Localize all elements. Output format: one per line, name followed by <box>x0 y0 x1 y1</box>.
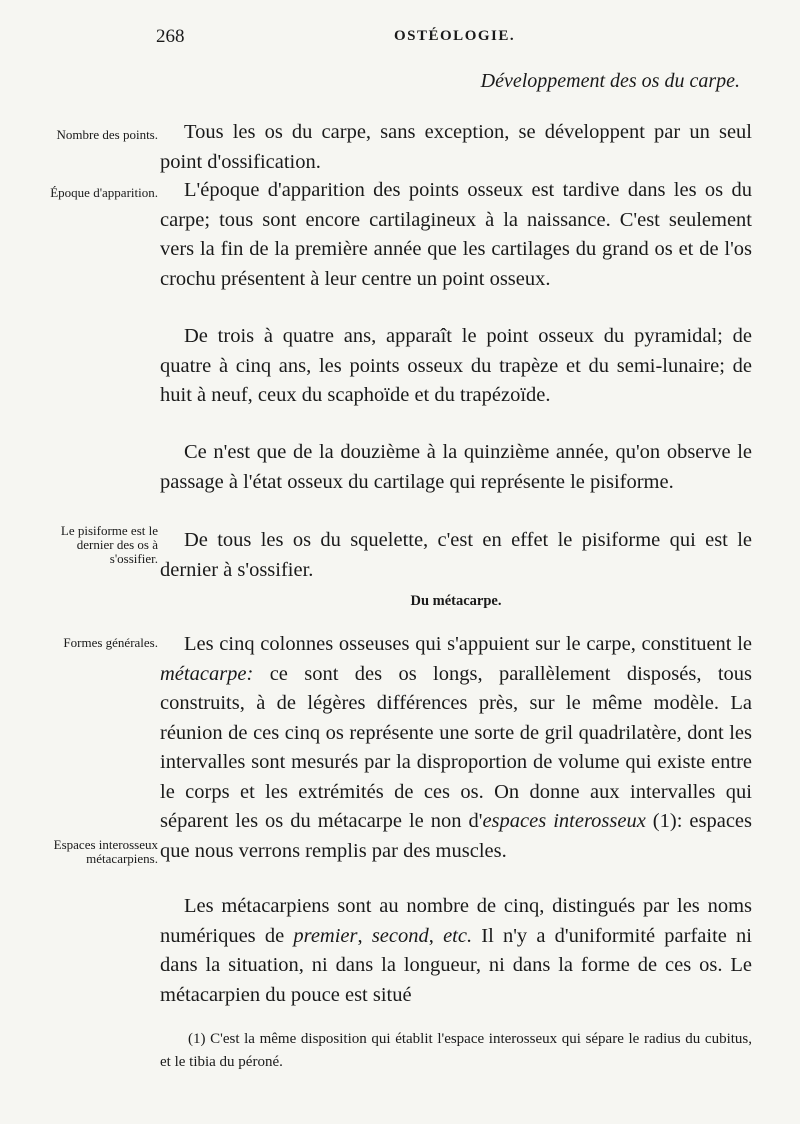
margin-note-epoque: Époque d'apparition. <box>50 185 158 200</box>
text-run: (1): espaces que nous verrons remplis par des muscles. <box>160 810 752 862</box>
margin-note-formes: Formes générales. <box>63 635 158 650</box>
subheading-metacarpe: Du métacarpe. <box>410 593 502 609</box>
text-run: ce sont des os longs, parallèlement disposés, tous construits, à de légères différences près, sur le même modèle. La réunion de ces cinq os représente une sorte de gril quadrilatère, dont les intervalles sont mesurés par la disproportion de volume qui existe entre le corps et les extrémités de ces os. On donne aux intervalles qui séparent les os du métacarpe le non d' <box>160 662 752 832</box>
text-run: , <box>428 924 444 947</box>
term-etc: etc. <box>443 924 473 947</box>
paragraph-nombre-metacarpiens <box>160 892 752 1010</box>
running-title: OSTÉOLOGIE. <box>394 28 516 44</box>
footnote: (1) C'est la même disposition qui établit l'espace interosseux qui sépare le radius du cubitus, et le tibia du péroné. <box>160 1031 752 1070</box>
paragraph-trois-ans: De trois à quatre ans, apparaît le point osseux du pyramidal; de quatre à cinq ans, les points osseux du trapèze et du semi-lunaire; de huit à neuf, ceux du scaphoïde et du trapézoïde. <box>160 325 752 406</box>
paragraph-nombre: Tous les os du carpe, sans exception, se développent par un seul point d'ossification. <box>160 121 752 173</box>
text-run: , <box>357 924 372 947</box>
term-premier: premier <box>293 924 358 947</box>
paragraph-douzieme: Ce n'est que de la douzième à la quinzième année, qu'on observe le passage à l'état osseux du cartilage qui représente le pisiforme. <box>160 441 752 493</box>
margin-note-nombre: Nombre des points. <box>56 127 158 142</box>
term-second: second <box>371 924 429 947</box>
text-run: Il n'y a d'uniformité parfaite ni dans la situation, ni dans la longueur, ni dans la forme de ces os. Le métacarpien du pouce est situé <box>160 924 753 1006</box>
running-head <box>156 24 756 54</box>
section-heading: Développement des os du carpe. <box>480 70 740 92</box>
paragraph-formes <box>160 630 752 866</box>
paragraph-epoque: L'époque d'apparition des points osseux est tardive dans les os du carpe; tous sont encore cartilagineux à la naissance. C'est seulement vers la fin de la première année que les cartilages du grand os et de l'os crochu présentent à leur centre un point osseux. <box>160 179 752 290</box>
term-espaces-interosseux: espaces interosseux <box>482 810 646 832</box>
text-run: Les cinq colonnes osseuses qui s'appuient sur le carpe, constituent le <box>184 633 752 655</box>
paragraph-squelette: De tous les os du squelette, c'est en effet le pisiforme qui est le dernier à s'ossifier. <box>160 529 752 581</box>
term-metacarpe: métacarpe: <box>160 662 254 685</box>
margin-note-espaces: Espaces interosseux métacarpiens. <box>53 837 158 866</box>
page-number: 268 <box>156 26 185 47</box>
text-run: Les métacarpiens sont au nombre de cinq, distingués par les noms numériques de <box>160 895 752 947</box>
margin-note-pisiforme: Le pisiforme est le dernier des os à s'ossifier. <box>60 523 158 566</box>
